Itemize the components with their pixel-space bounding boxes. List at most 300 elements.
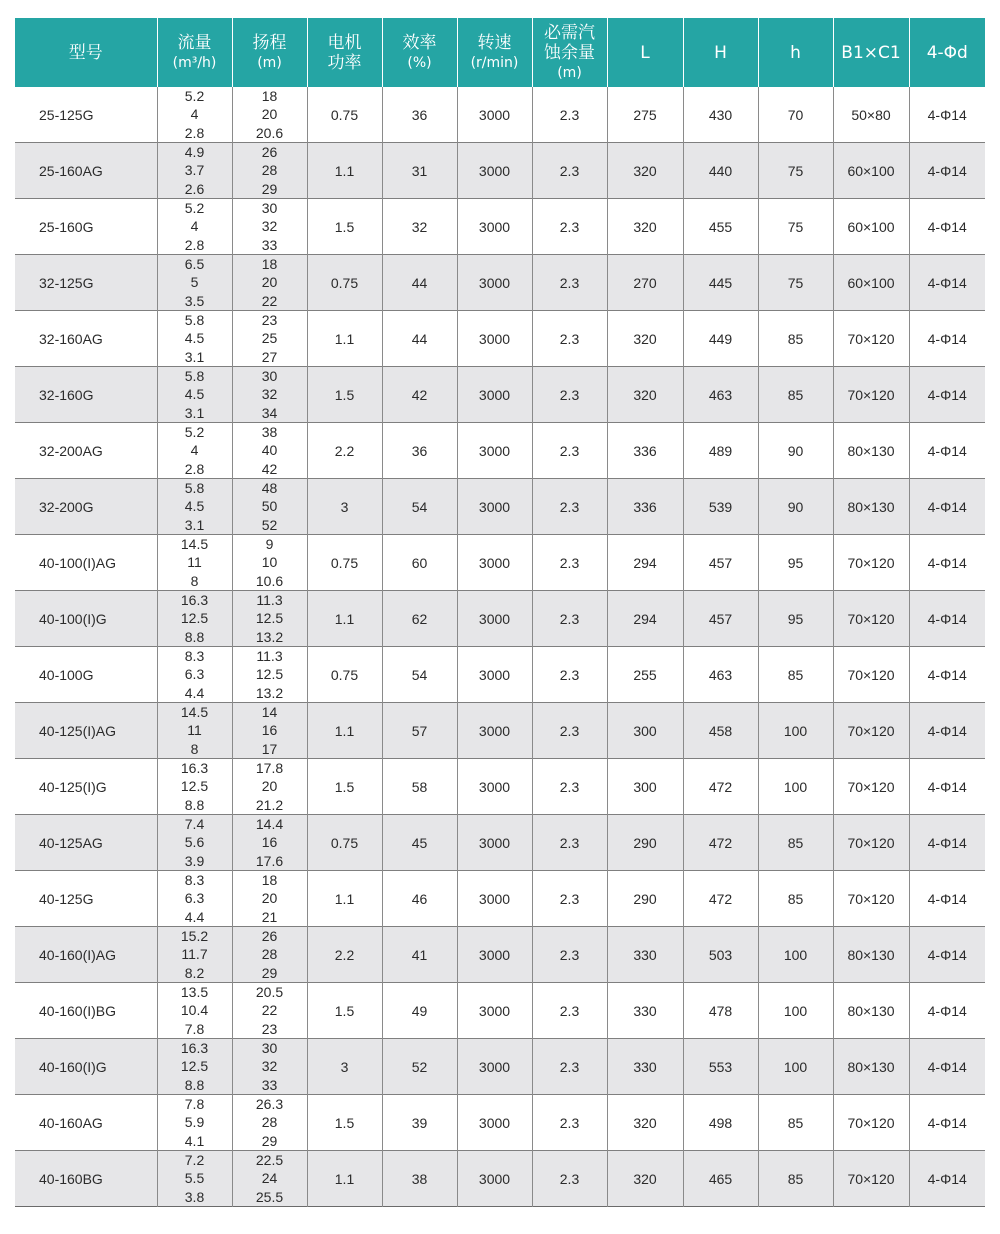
column-header-line: L xyxy=(640,42,650,63)
cell-head xyxy=(232,871,307,927)
table-row xyxy=(15,591,985,647)
cell-b1c1: 70×120 xyxy=(833,703,909,759)
cell-eff: 44 xyxy=(382,311,457,367)
cell-value: 8.8 xyxy=(184,1076,205,1093)
column-header-model xyxy=(15,18,157,87)
cell-value: 16 xyxy=(261,722,278,739)
cell-value: 4.4 xyxy=(184,684,205,701)
cell-flow xyxy=(157,983,232,1039)
cell-h: 90 xyxy=(758,423,833,479)
cell-l: 320 xyxy=(607,143,683,199)
cell-flow xyxy=(157,199,232,255)
cell-eff: 32 xyxy=(382,199,457,255)
table-row xyxy=(15,479,985,535)
cell-value: 18 xyxy=(261,872,278,889)
cell-model: 32-200AG xyxy=(15,423,157,479)
cell-value: 12.5 xyxy=(255,610,284,627)
column-header-speed xyxy=(457,18,532,87)
cell-value: 20 xyxy=(261,778,278,795)
cell-speed: 3000 xyxy=(457,703,532,759)
cell-l: 300 xyxy=(607,759,683,815)
cell-npsh: 2.3 xyxy=(532,983,607,1039)
cell-l: 320 xyxy=(607,367,683,423)
cell-l: 320 xyxy=(607,1095,683,1151)
cell-power: 2.2 xyxy=(307,423,382,479)
cell-value: 10.6 xyxy=(255,572,284,589)
cell-npsh: 2.3 xyxy=(532,479,607,535)
cell-eff: 54 xyxy=(382,479,457,535)
cell-value: 14 xyxy=(261,704,278,721)
cell-head xyxy=(232,535,307,591)
column-header-line: (%) xyxy=(407,54,432,71)
column-header-line: h xyxy=(790,42,801,63)
cell-model: 40-125(I)G xyxy=(15,759,157,815)
cell-value: 20.6 xyxy=(255,124,284,141)
cell-flow xyxy=(157,647,232,703)
cell-speed: 3000 xyxy=(457,871,532,927)
cell-h: 85 xyxy=(758,311,833,367)
table-header xyxy=(15,18,985,87)
cell-holes: 4-Φ14 xyxy=(927,890,967,907)
cell-flow xyxy=(157,591,232,647)
column-header-line: 蚀余量 xyxy=(544,42,595,63)
column-header-line: 必需汽 xyxy=(544,22,595,43)
cell-model: 40-100(I)AG xyxy=(15,535,157,591)
cell-h: 100 xyxy=(758,759,833,815)
cell-head xyxy=(232,423,307,479)
cell-npsh: 2.3 xyxy=(532,423,607,479)
column-header-line: 4-Φd xyxy=(926,42,968,63)
cell-speed: 3000 xyxy=(457,255,532,311)
cell-power: 1.1 xyxy=(307,1151,382,1207)
cell-model: 40-160(I)BG xyxy=(15,983,157,1039)
cell-value: 20 xyxy=(261,106,278,123)
cell-eff: 44 xyxy=(382,255,457,311)
column-header-line: 流量 xyxy=(177,32,212,53)
cell-value: 11.7 xyxy=(181,946,208,963)
cell-holes: 4-Φ14 xyxy=(927,554,967,571)
cell-power: 1.1 xyxy=(307,143,382,199)
table-row xyxy=(15,143,985,199)
cell-head xyxy=(232,983,307,1039)
cell-model: 40-125AG xyxy=(15,815,157,871)
cell-eff: 62 xyxy=(382,591,457,647)
table-row xyxy=(15,535,985,591)
cell-power: 0.75 xyxy=(307,647,382,703)
cell-value: 9 xyxy=(265,536,274,553)
cell-l: 290 xyxy=(607,815,683,871)
cell-h: 445 xyxy=(683,255,758,311)
cell-flow xyxy=(157,759,232,815)
cell-power: 1.5 xyxy=(307,199,382,255)
column-header-line: (m) xyxy=(257,54,282,71)
cell-speed: 3000 xyxy=(457,423,532,479)
cell-b1c1: 70×120 xyxy=(833,815,909,871)
cell-value: 14.5 xyxy=(180,536,209,553)
cell-flow xyxy=(157,927,232,983)
cell-value: 32 xyxy=(261,1058,278,1075)
cell-value: 14.5 xyxy=(180,704,209,721)
cell-h: 75 xyxy=(758,143,833,199)
cell-holes: 4-Φ14 xyxy=(909,591,985,647)
cell-eff: 58 xyxy=(382,759,457,815)
cell-power: 1.5 xyxy=(307,367,382,423)
column-header-line: 转速 xyxy=(477,32,512,53)
cell-value: 26 xyxy=(261,928,278,945)
column-header-h xyxy=(683,18,758,87)
cell-model: 40-100G xyxy=(15,647,157,703)
cell-head xyxy=(232,1039,307,1095)
cell-power: 1.5 xyxy=(307,1095,382,1151)
cell-value: 16.3 xyxy=(180,760,209,777)
table-row xyxy=(15,199,985,255)
cell-value: 11.3 xyxy=(256,648,283,665)
cell-value: 16.3 xyxy=(180,592,209,609)
cell-model: 40-100(I)G xyxy=(15,591,157,647)
cell-holes: 4-Φ14 xyxy=(909,815,985,871)
table-row xyxy=(15,255,985,311)
cell-model: 25-160AG xyxy=(15,143,157,199)
table-row xyxy=(15,647,985,703)
cell-h: 458 xyxy=(683,703,758,759)
cell-eff: 36 xyxy=(382,423,457,479)
cell-power: 2.2 xyxy=(307,927,382,983)
cell-l: 336 xyxy=(607,423,683,479)
cell-h: 70 xyxy=(758,87,833,143)
cell-value: 4.4 xyxy=(184,908,205,925)
cell-speed: 3000 xyxy=(457,927,532,983)
table-row xyxy=(15,759,985,815)
cell-value: 21.2 xyxy=(255,796,284,813)
cell-npsh: 2.3 xyxy=(532,1151,607,1207)
cell-head xyxy=(232,1151,307,1207)
cell-value: 12.5 xyxy=(255,666,284,683)
cell-eff: 60 xyxy=(382,535,457,591)
cell-power: 0.75 xyxy=(307,535,382,591)
cell-value: 20.5 xyxy=(255,984,284,1001)
cell-power: 1.5 xyxy=(307,759,382,815)
cell-model: 40-160BG xyxy=(15,1151,157,1207)
cell-value: 7.8 xyxy=(184,1020,205,1037)
cell-h: 489 xyxy=(683,423,758,479)
cell-value: 5.8 xyxy=(184,480,205,497)
cell-value: 30 xyxy=(261,1040,278,1057)
cell-value: 4 xyxy=(190,218,199,235)
cell-h: 463 xyxy=(683,367,758,423)
cell-value: 33 xyxy=(261,1076,278,1093)
cell-speed: 3000 xyxy=(457,759,532,815)
cell-holes: 4-Φ14 xyxy=(927,442,967,459)
cell-power: 1.1 xyxy=(307,871,382,927)
cell-speed: 3000 xyxy=(457,591,532,647)
column-header-b1c1 xyxy=(833,18,909,87)
cell-power: 1.1 xyxy=(307,703,382,759)
cell-value: 40 xyxy=(261,442,278,459)
table-body xyxy=(15,87,985,1207)
cell-b1c1: 70×120 xyxy=(833,759,909,815)
cell-value: 25.5 xyxy=(255,1188,284,1205)
cell-holes: 4-Φ14 xyxy=(927,1114,967,1131)
cell-holes: 4-Φ14 xyxy=(927,218,967,235)
column-header-line: (m³/h) xyxy=(172,54,217,71)
cell-speed: 3000 xyxy=(457,311,532,367)
cell-model: 32-160AG xyxy=(15,311,157,367)
cell-value: 5.2 xyxy=(184,424,205,441)
cell-h: 100 xyxy=(758,927,833,983)
cell-power: 1.1 xyxy=(307,591,382,647)
cell-value: 29 xyxy=(261,180,278,197)
table-row xyxy=(15,815,985,871)
cell-npsh: 2.3 xyxy=(532,311,607,367)
cell-flow xyxy=(157,255,232,311)
cell-value: 2.8 xyxy=(184,460,205,477)
cell-head xyxy=(232,815,307,871)
cell-model: 32-200G xyxy=(15,479,157,535)
cell-npsh: 2.3 xyxy=(532,647,607,703)
cell-value: 7.2 xyxy=(184,1152,205,1169)
cell-npsh: 2.3 xyxy=(532,1095,607,1151)
cell-model: 40-160(I)AG xyxy=(15,927,157,983)
cell-b1c1: 70×120 xyxy=(833,647,909,703)
cell-h: 472 xyxy=(683,815,758,871)
cell-eff: 45 xyxy=(382,815,457,871)
table-row xyxy=(15,927,985,983)
cell-value: 11 xyxy=(187,554,202,571)
cell-holes: 4-Φ14 xyxy=(927,666,967,683)
cell-holes: 4-Φ14 xyxy=(927,778,967,795)
cell-eff: 36 xyxy=(382,87,457,143)
cell-h: 85 xyxy=(758,647,833,703)
cell-value: 32 xyxy=(261,218,278,235)
cell-l: 330 xyxy=(607,983,683,1039)
cell-value: 34 xyxy=(261,404,278,421)
cell-h: 85 xyxy=(758,1151,833,1207)
cell-head xyxy=(232,143,307,199)
cell-h: 553 xyxy=(683,1039,758,1095)
cell-value: 30 xyxy=(261,368,278,385)
cell-value: 3.5 xyxy=(184,292,205,309)
cell-flow xyxy=(157,311,232,367)
cell-head xyxy=(232,199,307,255)
cell-value: 7.4 xyxy=(184,816,205,833)
cell-value: 16.3 xyxy=(180,1040,209,1057)
cell-value: 28 xyxy=(261,162,278,179)
cell-flow xyxy=(157,815,232,871)
cell-npsh: 2.3 xyxy=(532,143,607,199)
cell-flow xyxy=(157,871,232,927)
cell-value: 8 xyxy=(190,572,199,589)
cell-value: 6.3 xyxy=(184,666,205,683)
cell-h: 85 xyxy=(758,871,833,927)
cell-eff: 54 xyxy=(382,647,457,703)
cell-value: 13.2 xyxy=(255,628,284,645)
column-header-l xyxy=(607,18,683,87)
cell-value: 33 xyxy=(261,236,278,253)
cell-b1c1: 80×130 xyxy=(833,479,909,535)
cell-value: 13.2 xyxy=(255,684,284,701)
cell-npsh: 2.3 xyxy=(532,87,607,143)
table-row xyxy=(15,423,985,479)
cell-npsh: 2.3 xyxy=(532,815,607,871)
cell-h: 465 xyxy=(683,1151,758,1207)
cell-value: 16 xyxy=(261,834,278,851)
cell-flow xyxy=(157,1151,232,1207)
cell-npsh: 2.3 xyxy=(532,199,607,255)
cell-value: 2.8 xyxy=(184,124,205,141)
cell-npsh: 2.3 xyxy=(532,759,607,815)
cell-value: 3.8 xyxy=(184,1188,205,1205)
cell-value: 23 xyxy=(261,1020,278,1037)
cell-h: 85 xyxy=(758,367,833,423)
cell-holes: 4-Φ14 xyxy=(927,106,967,123)
cell-head xyxy=(232,703,307,759)
cell-h: 472 xyxy=(683,871,758,927)
cell-value: 6.5 xyxy=(184,256,205,273)
cell-value: 4 xyxy=(190,106,199,123)
cell-value: 18 xyxy=(261,88,278,105)
cell-b1c1: 60×100 xyxy=(833,199,909,255)
cell-value: 3.1 xyxy=(184,348,205,365)
cell-value: 29 xyxy=(261,1132,278,1149)
cell-l: 290 xyxy=(607,871,683,927)
cell-holes: 4-Φ14 xyxy=(927,1002,967,1019)
cell-h: 430 xyxy=(683,87,758,143)
cell-value: 22 xyxy=(261,1002,278,1019)
cell-model: 40-160(I)G xyxy=(15,1039,157,1095)
cell-head xyxy=(232,647,307,703)
cell-speed: 3000 xyxy=(457,983,532,1039)
cell-value: 3.1 xyxy=(184,404,205,421)
cell-h: 449 xyxy=(683,311,758,367)
cell-value: 5.2 xyxy=(184,88,205,105)
cell-model: 25-160G xyxy=(15,199,157,255)
table-row xyxy=(15,871,985,927)
cell-h: 472 xyxy=(683,759,758,815)
cell-holes: 4-Φ14 xyxy=(909,367,985,423)
column-header-line: 效率 xyxy=(402,32,437,53)
cell-holes: 4-Φ14 xyxy=(909,1151,985,1207)
cell-speed: 3000 xyxy=(457,815,532,871)
cell-head xyxy=(232,311,307,367)
cell-h: 95 xyxy=(758,535,833,591)
cell-flow xyxy=(157,703,232,759)
cell-h: 498 xyxy=(683,1095,758,1151)
cell-flow xyxy=(157,143,232,199)
cell-h: 75 xyxy=(758,199,833,255)
cell-value: 28 xyxy=(261,946,278,963)
cell-h: 100 xyxy=(758,703,833,759)
cell-npsh: 2.3 xyxy=(532,703,607,759)
cell-h: 75 xyxy=(758,255,833,311)
cell-value: 18 xyxy=(261,256,278,273)
cell-value: 26.3 xyxy=(255,1096,284,1113)
cell-flow xyxy=(157,479,232,535)
cell-h: 457 xyxy=(683,591,758,647)
cell-value: 10 xyxy=(261,554,278,571)
table-row xyxy=(15,87,985,143)
cell-value: 4 xyxy=(190,442,199,459)
cell-model: 40-125(I)AG xyxy=(15,703,157,759)
cell-l: 320 xyxy=(607,199,683,255)
cell-power: 3 xyxy=(307,479,382,535)
cell-b1c1: 70×120 xyxy=(833,535,909,591)
cell-l: 330 xyxy=(607,1039,683,1095)
cell-power: 1.5 xyxy=(307,983,382,1039)
cell-speed: 3000 xyxy=(457,87,532,143)
cell-value: 4.5 xyxy=(184,498,205,515)
cell-value: 12.5 xyxy=(180,778,209,795)
cell-value: 21 xyxy=(261,908,278,925)
cell-head xyxy=(232,87,307,143)
table-row xyxy=(15,1039,985,1095)
column-header-h xyxy=(758,18,833,87)
cell-value: 8.2 xyxy=(184,964,205,981)
column-header-line: (m) xyxy=(557,64,582,81)
column-header-power xyxy=(307,18,382,87)
cell-b1c1: 80×130 xyxy=(833,1039,909,1095)
cell-value: 4.9 xyxy=(184,144,205,161)
cell-npsh: 2.3 xyxy=(532,367,607,423)
table-row xyxy=(15,983,985,1039)
cell-eff: 46 xyxy=(382,871,457,927)
cell-holes: 4-Φ14 xyxy=(909,927,985,983)
cell-value: 5 xyxy=(190,274,199,291)
cell-flow xyxy=(157,367,232,423)
cell-speed: 3000 xyxy=(457,479,532,535)
cell-l: 294 xyxy=(607,535,683,591)
cell-speed: 3000 xyxy=(457,143,532,199)
cell-model: 32-125G xyxy=(15,255,157,311)
cell-value: 25 xyxy=(261,330,278,347)
cell-value: 5.8 xyxy=(184,368,205,385)
cell-b1c1: 70×120 xyxy=(833,591,909,647)
cell-value: 5.9 xyxy=(184,1114,205,1131)
cell-model: 40-160AG xyxy=(15,1095,157,1151)
cell-eff: 57 xyxy=(382,703,457,759)
cell-l: 270 xyxy=(607,255,683,311)
cell-value: 22.5 xyxy=(255,1152,284,1169)
cell-h: 503 xyxy=(683,927,758,983)
cell-head xyxy=(232,255,307,311)
cell-value: 4.1 xyxy=(184,1132,205,1149)
cell-b1c1: 80×130 xyxy=(833,423,909,479)
cell-speed: 3000 xyxy=(457,367,532,423)
pump-spec-table xyxy=(15,18,985,1207)
cell-value: 7.8 xyxy=(184,1096,205,1113)
cell-value: 12.5 xyxy=(180,1058,209,1075)
cell-flow xyxy=(157,1095,232,1151)
cell-flow xyxy=(157,87,232,143)
cell-flow xyxy=(157,1039,232,1095)
cell-b1c1: 70×120 xyxy=(833,871,909,927)
column-header-line: 扬程 xyxy=(252,32,287,53)
cell-holes: 4-Φ14 xyxy=(927,330,967,347)
table-row xyxy=(15,311,985,367)
cell-value: 17 xyxy=(261,740,278,757)
cell-value: 52 xyxy=(261,516,278,533)
cell-flow xyxy=(157,535,232,591)
cell-l: 255 xyxy=(607,647,683,703)
cell-model: 25-125G xyxy=(15,87,157,143)
spec-table-container xyxy=(15,18,985,1207)
cell-l: 336 xyxy=(607,479,683,535)
table-row xyxy=(15,1151,985,1207)
cell-holes: 4-Φ14 xyxy=(909,479,985,535)
column-header-holes xyxy=(909,18,985,87)
cell-h: 539 xyxy=(683,479,758,535)
column-header-line: H xyxy=(714,42,727,63)
cell-speed: 3000 xyxy=(457,535,532,591)
